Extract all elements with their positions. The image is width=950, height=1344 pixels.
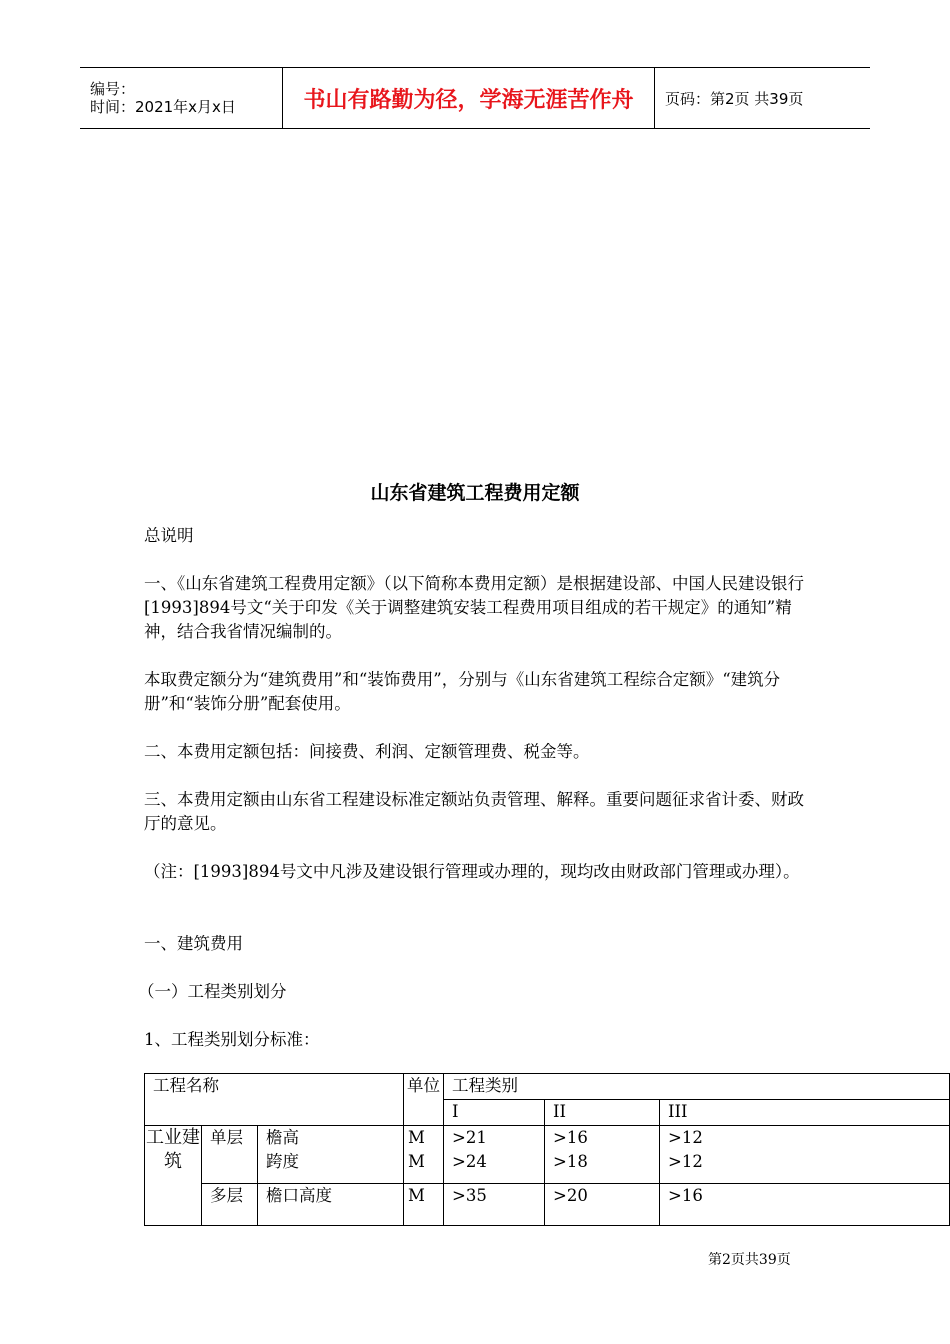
classification-table	[144, 1073, 950, 1226]
header-class-3: III	[660, 1100, 950, 1126]
row-multi-storey: 多层	[202, 1184, 258, 1226]
header-project-name: 工程名称	[145, 1074, 404, 1126]
row-single-storey: 单层	[202, 1126, 258, 1184]
group-industrial: 工业建筑	[145, 1126, 202, 1226]
multi-class-2: >20	[545, 1184, 660, 1226]
paragraph-summary-heading: 总说明	[144, 526, 194, 545]
multi-item: 檐口高度	[258, 1184, 404, 1226]
paragraph-4: 三、本费用定额由山东省工程建设标准定额站负责管理、解释。重要问题征求省计委、财政厅的意见。	[144, 790, 804, 833]
paragraph-2: 本取费定额分为“建筑费用”和“装饰费用”，分别与《山东省建筑工程综合定额》“建筑分册”和“装饰分册”配套使用。	[144, 670, 781, 713]
header-class-1: I	[444, 1100, 545, 1126]
header-category: 工程类别	[444, 1074, 950, 1100]
single-class-3: >12 >12	[660, 1126, 950, 1184]
header-unit: 单位	[404, 1074, 444, 1126]
single-items: 檐高 跨度	[258, 1126, 404, 1184]
document-title: 山东省建筑工程费用定额	[370, 482, 580, 504]
multi-unit: M	[404, 1184, 444, 1226]
page-header	[80, 67, 870, 129]
date-label: 时间：2021年x月x日	[90, 98, 236, 116]
list-heading: 1、工程类别划分标准：	[144, 1030, 320, 1049]
header-motto: 书山有路勤为径，学海无涯苦作舟	[282, 68, 655, 128]
single-class-1: >21 >24	[444, 1126, 545, 1184]
paragraph-note: （注：[1993]894号文中凡涉及建设银行管理或办理的，现均改由财政部门管理或办理）。	[144, 862, 800, 881]
paragraph-1: 一、《山东省建筑工程费用定额》（以下简称本费用定额）是根据建设部、中国人民建设银行[1993]894号文“关于印发《关于调整建筑安装工程费用项目组成的若干规定》的通知”精神，结合我省情况编制的。	[144, 574, 804, 641]
paragraph-3: 二、本费用定额包括：间接费、利润、定额管理费、税金等。	[144, 742, 590, 761]
number-label: 编号：	[90, 80, 136, 98]
page-footer: 第2页共39页	[708, 1252, 791, 1268]
subsection-heading: （一）工程类别划分	[138, 982, 287, 1001]
section-heading: 一、建筑费用	[144, 934, 243, 953]
multi-class-1: >35	[444, 1184, 545, 1226]
header-class-2: II	[545, 1100, 660, 1126]
header-meta	[80, 68, 282, 128]
single-class-2: >16 >18	[545, 1126, 660, 1184]
single-units: M M	[404, 1126, 444, 1184]
header-page-info: 页码：第2页 共39页	[665, 89, 804, 108]
multi-class-3: >16	[660, 1184, 950, 1226]
